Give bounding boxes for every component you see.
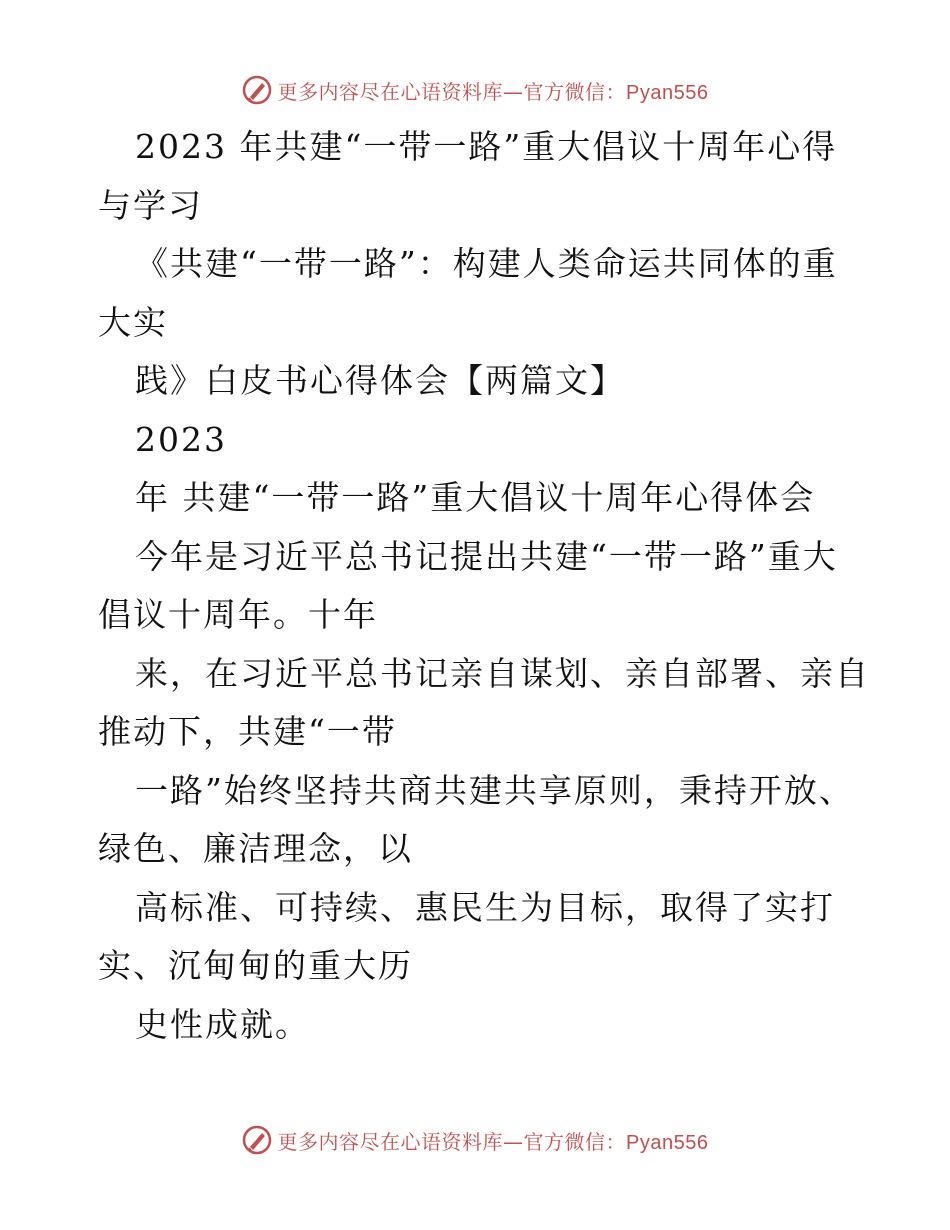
body-line: 推动下，共建“一带	[98, 712, 397, 751]
banner-dash: —	[503, 79, 524, 104]
banner-wechat-label: 官方微信：	[523, 1129, 627, 1154]
body-line: 绿色、廉洁理念，以	[98, 829, 413, 868]
section-year: 2023	[135, 419, 227, 459]
banner-dash: —	[503, 1129, 524, 1154]
banner-wechat-id: Pyan556	[626, 1131, 709, 1154]
body-line: 一路”始终坚持共商共建共享原则，秉持开放、	[135, 770, 854, 810]
subtitle-line-3: 践》白皮书心得体会【两篇文】	[135, 361, 625, 400]
banner-text	[278, 76, 709, 105]
subtitle-line-2: 大实	[98, 302, 168, 342]
section-heading: 年 共建“一带一路”重大倡议十周年心得体会	[135, 478, 816, 517]
pen-logo-icon	[242, 75, 272, 105]
body-line: 实、沉甸甸的重大历	[98, 946, 413, 985]
pen-logo-icon	[242, 1125, 272, 1155]
title-line-2: 与学习	[98, 185, 203, 225]
document-body	[98, 118, 870, 1054]
body-line: 史性成就。	[135, 1004, 310, 1044]
banner-wechat-label: 官方微信：	[523, 79, 627, 104]
header-banner	[0, 70, 950, 110]
banner-site: 更多内容尽在心语资料库	[277, 79, 504, 104]
subtitle-line-1: 《共建“一带一路”：构建人类命运共同体的重	[135, 244, 838, 283]
title-line-1: 2023 年共建“一带一路”重大倡议十周年心得	[135, 127, 838, 166]
banner-text	[278, 1126, 709, 1155]
body-line: 今年是习近平总书记提出共建“一带一路”重大	[135, 536, 838, 576]
body-line: 高标准、可持续、惠民生为目标，取得了实打	[135, 887, 835, 927]
body-line: 来，在习近平总书记亲自谋划、亲自部署、亲自	[135, 653, 870, 693]
banner-site: 更多内容尽在心语资料库	[277, 1129, 504, 1154]
footer-banner	[0, 1120, 950, 1160]
banner-wechat-id: Pyan556	[626, 81, 709, 104]
body-line: 倡议十周年。十年	[98, 595, 378, 634]
